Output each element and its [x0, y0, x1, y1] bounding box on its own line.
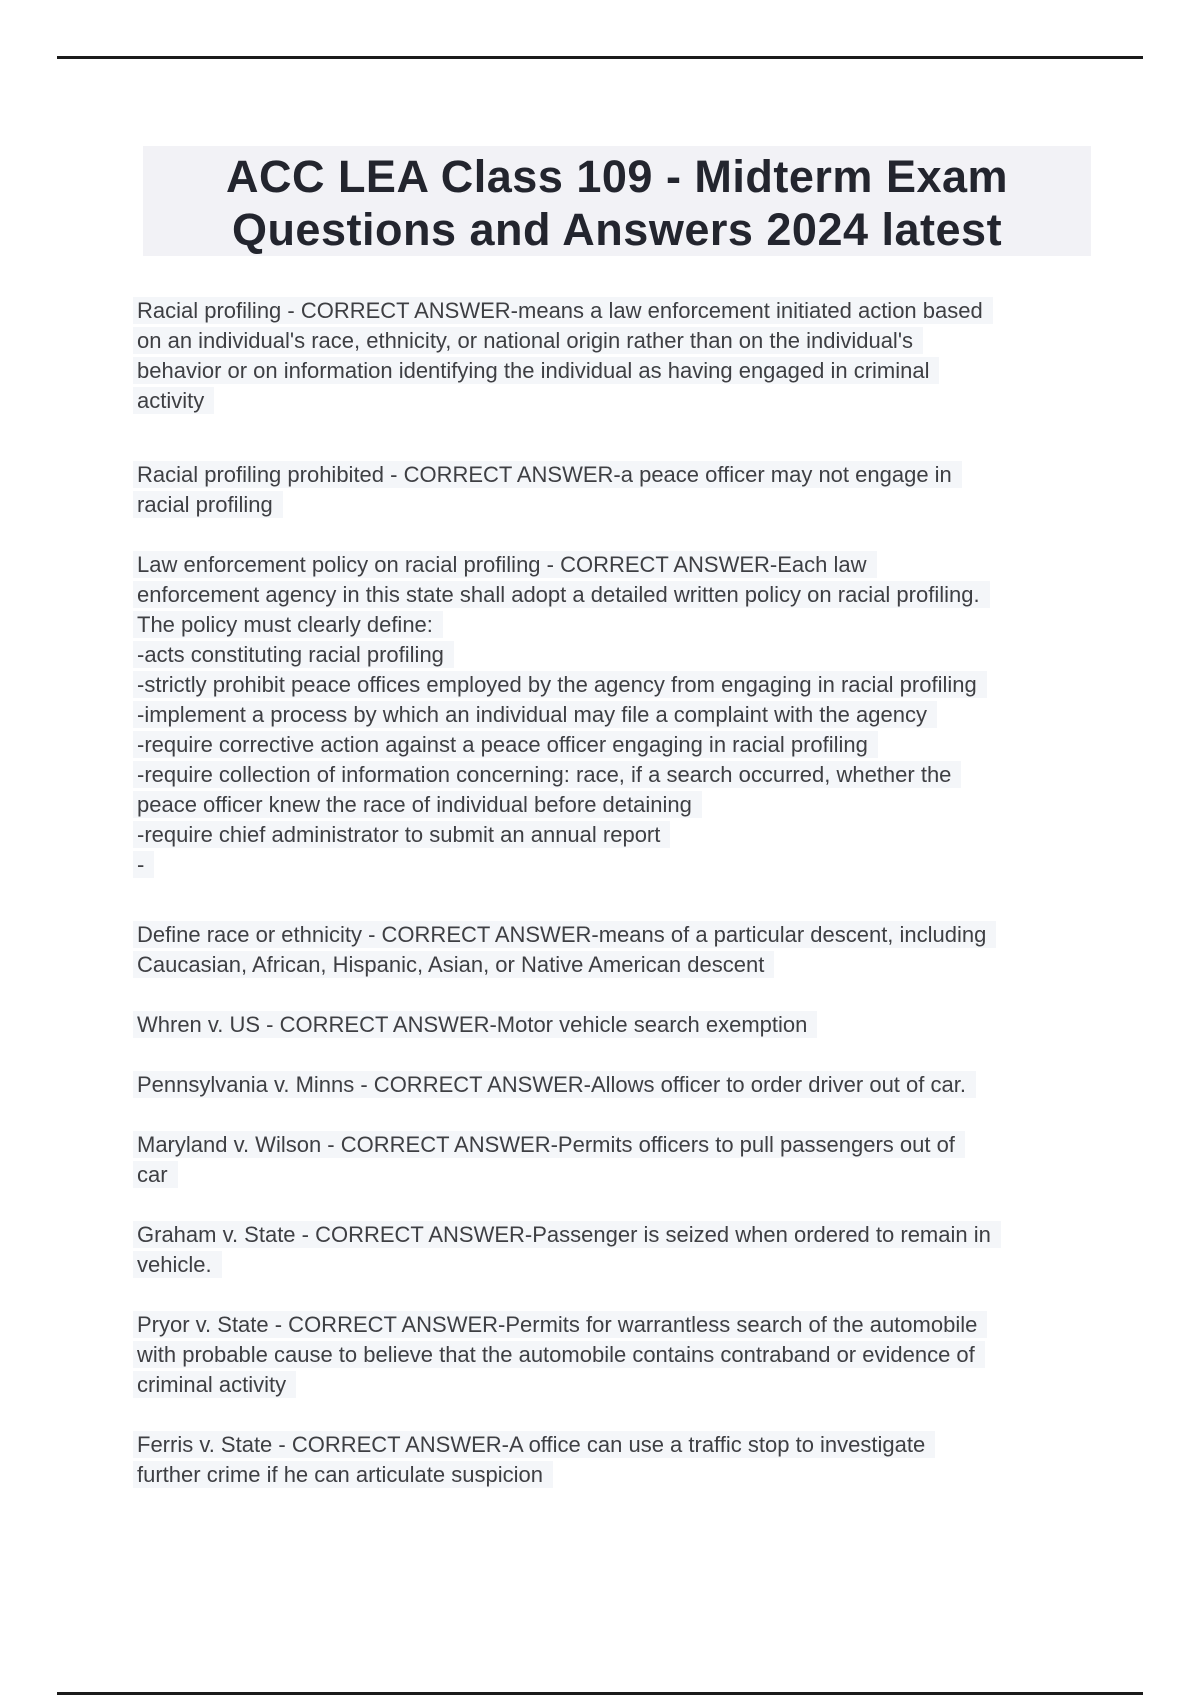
qa-line	[133, 1371, 1093, 1401]
qa-line-text: with probable cause to believe that the automobile contains contraband or evidence of	[133, 1341, 985, 1368]
qa-line	[133, 821, 1093, 851]
qa-line	[133, 851, 1093, 881]
qa-line	[133, 1131, 1093, 1161]
top-divider	[57, 56, 1143, 59]
qa-line	[133, 1221, 1093, 1251]
qa-line	[133, 581, 1093, 611]
qa-paragraph	[133, 1221, 1093, 1281]
qa-line-text: The policy must clearly define:	[133, 611, 443, 638]
qa-line	[133, 297, 1093, 327]
qa-line	[133, 461, 1093, 491]
qa-line-text: Define race or ethnicity - CORRECT ANSWER-means of a particular descent, including	[133, 921, 996, 948]
qa-paragraph	[133, 1131, 1093, 1191]
qa-line-text: -implement a process by which an individual may file a complaint with the agency	[133, 701, 937, 728]
qa-paragraph	[133, 461, 1093, 521]
bottom-divider	[57, 1692, 1143, 1695]
qa-paragraph	[133, 551, 1093, 881]
qa-paragraph	[133, 1011, 1093, 1041]
qa-line	[133, 701, 1093, 731]
qa-line	[133, 491, 1093, 521]
qa-line	[133, 1071, 1093, 1101]
qa-line-text: activity	[133, 387, 214, 414]
qa-line	[133, 761, 1093, 791]
qa-line	[133, 1311, 1093, 1341]
qa-line-text: Pennsylvania v. Minns - CORRECT ANSWER-Allows officer to order driver out of car.	[133, 1071, 976, 1098]
qa-line	[133, 731, 1093, 761]
title-block	[143, 146, 1091, 256]
qa-line	[133, 641, 1093, 671]
qa-line-text: -strictly prohibit peace offices employed by the agency from engaging in racial profiling	[133, 671, 987, 698]
qa-line-text: further crime if he can articulate suspicion	[133, 1461, 553, 1488]
qa-line	[133, 387, 1093, 417]
qa-line	[133, 327, 1093, 357]
page-title-line-1: ACC LEA Class 109 - Midterm Exam	[225, 151, 1009, 202]
qa-line-text: car	[133, 1161, 178, 1188]
qa-line	[133, 951, 1093, 981]
qa-line-text: Maryland v. Wilson - CORRECT ANSWER-Permits officers to pull passengers out of	[133, 1131, 965, 1158]
qa-line-text: Caucasian, African, Hispanic, Asian, or Native American descent	[133, 951, 774, 978]
qa-paragraph	[133, 1431, 1093, 1491]
qa-line-text: behavior or on information identifying the individual as having engaged in criminal	[133, 357, 939, 384]
qa-line-text: -require corrective action against a peace officer engaging in racial profiling	[133, 731, 878, 758]
qa-line	[133, 1011, 1093, 1041]
qa-paragraph	[133, 1311, 1093, 1401]
qa-line-text: Racial profiling - CORRECT ANSWER-means a law enforcement initiated action based	[133, 297, 993, 324]
qa-line-text: racial profiling	[133, 491, 283, 518]
qa-line	[133, 921, 1093, 951]
qa-line-text: Pryor v. State - CORRECT ANSWER-Permits for warrantless search of the automobile	[133, 1311, 987, 1338]
qa-line	[133, 1461, 1093, 1491]
qa-paragraph	[133, 921, 1093, 981]
qa-line	[133, 671, 1093, 701]
qa-line-text: Racial profiling prohibited - CORRECT ANSWER-a peace officer may not engage in	[133, 461, 962, 488]
qa-line	[133, 1251, 1093, 1281]
page-title-line-2: Questions and Answers 2024 latest	[231, 204, 1003, 255]
qa-line-text: on an individual's race, ethnicity, or national origin rather than on the individual's	[133, 327, 923, 354]
qa-line	[133, 611, 1093, 641]
qa-line-text: -require collection of information concerning: race, if a search occurred, whether the	[133, 761, 961, 788]
qa-line-text: Whren v. US - CORRECT ANSWER-Motor vehicle search exemption	[133, 1011, 817, 1038]
qa-line-text: criminal activity	[133, 1371, 296, 1398]
qa-line	[133, 791, 1093, 821]
qa-line	[133, 1161, 1093, 1191]
qa-line	[133, 551, 1093, 581]
qa-line-text: vehicle.	[133, 1251, 222, 1278]
qa-line	[133, 357, 1093, 387]
qa-paragraph	[133, 1071, 1093, 1101]
qa-line-text: peace officer knew the race of individual before detaining	[133, 791, 702, 818]
qa-line-text: Graham v. State - CORRECT ANSWER-Passenger is seized when ordered to remain in	[133, 1221, 1001, 1248]
qa-line-text: -acts constituting racial profiling	[133, 641, 454, 668]
qa-paragraph	[133, 297, 1093, 417]
qa-line-text: Law enforcement policy on racial profiling - CORRECT ANSWER-Each law	[133, 551, 877, 578]
qa-line-text: -require chief administrator to submit an annual report	[133, 821, 670, 848]
qa-line	[133, 1431, 1093, 1461]
qa-line-text: -	[133, 851, 154, 878]
qa-line-text: enforcement agency in this state shall adopt a detailed written policy on racial profiling.	[133, 581, 990, 608]
qa-line	[133, 1341, 1093, 1371]
qa-content	[133, 297, 1093, 1521]
qa-line-text: Ferris v. State - CORRECT ANSWER-A office can use a traffic stop to investigate	[133, 1431, 935, 1458]
